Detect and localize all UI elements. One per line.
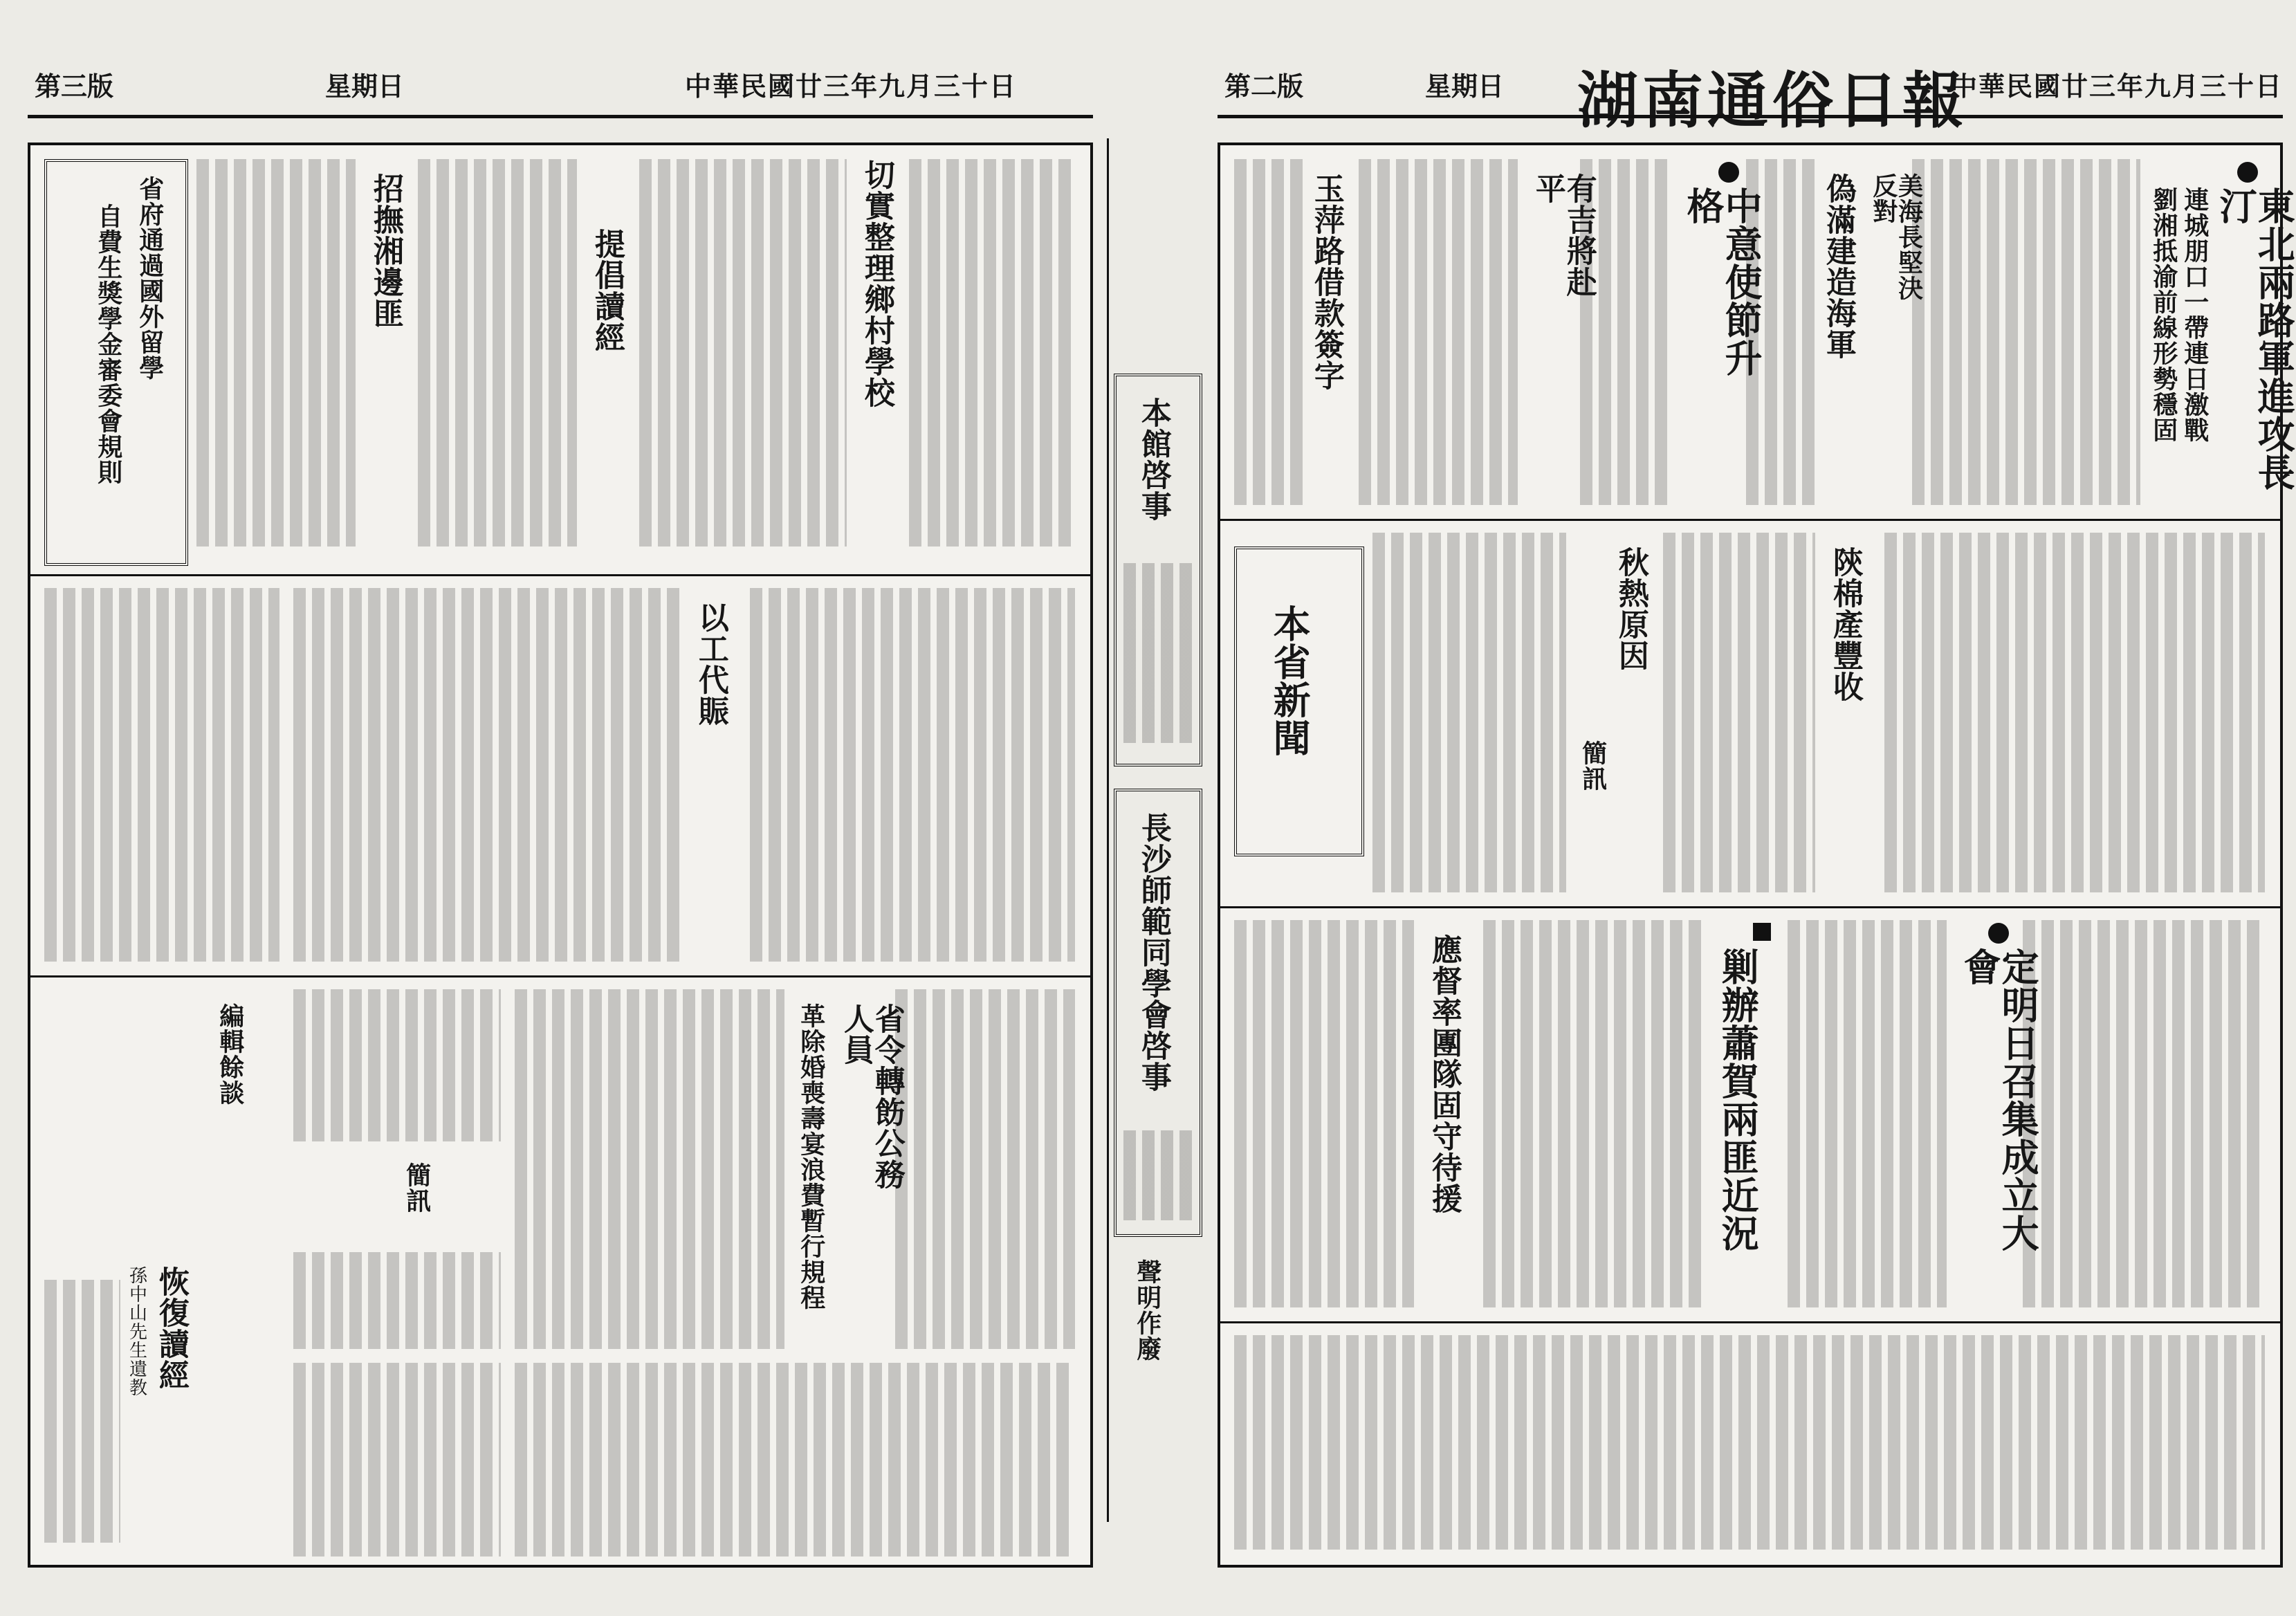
right-newspaper-page [1218,25,2296,1581]
article-body-text [293,1363,501,1557]
left-weekday-label: 星期日 [325,71,405,102]
right-page-header [1218,25,2284,136]
gutter-divider [1107,138,1109,1522]
article-body-text [1234,159,1303,505]
section-divider [30,574,1090,576]
article-body-text [1372,533,1566,892]
article-body-text [44,1280,120,1543]
article-body-text [1788,920,1947,1307]
article-headline: 陝棉產豐收 [1827,547,1863,702]
article-body-text [515,989,784,1349]
article-body-text [44,588,279,962]
section-label: 本省新聞 [1267,605,1312,757]
gutter-notice-box [1114,374,1202,766]
short-news-label: 簡訊 [1578,740,1608,791]
article-headline: 玉萍路借款簽字 [1308,173,1344,391]
article-headline: 省令轉飭公務人員 [838,1003,905,1190]
article-body-text [293,588,681,962]
article-body-text [418,159,577,547]
left-date-line: 中華民國廿三年九月三十日 [685,71,1018,102]
article-headline: 以工代賑 [692,602,728,726]
section-divider [30,975,1090,977]
notice-headline: 本館啓事 [1135,397,1171,522]
newspaper-masthead: 湖南通俗日報 [1577,64,1968,136]
article-subheadline: 劉湘抵渝前線形勢穩固 [2149,187,2178,443]
article-headline: 中意使節升格 [1681,187,1764,377]
article-headline: 應督率團隊固守待援 [1426,934,1462,1214]
right-page-sheet [1218,143,2296,1568]
article-headline: 提倡讀經 [589,228,625,353]
article-headline: 定明日召集成立大會 [1958,948,2041,1252]
article-subheadline: 自費生獎學金審委會規則 [93,203,123,485]
right-edition-label: 第二版 [1224,71,1304,102]
right-weekday-label: 星期日 [1425,71,1505,102]
notice-headline: 長沙師範同學會啓事 [1135,812,1171,1092]
right-header-rule [1218,115,2283,118]
article-subheadline: 偽滿建造海軍 [1820,173,1856,360]
article-headline: 恢復讀經 [153,1266,189,1390]
gutter-notice-box [1114,789,1202,1237]
bullet-marker [1718,162,1739,183]
article-body-text [1663,533,1815,892]
notice-headline: 聲明作廢 [1132,1259,1162,1361]
bullet-marker [2237,162,2258,183]
article-headline: 有吉將赴平 [1530,173,1597,297]
square-marker [1753,923,1771,941]
article-body-text [1912,159,2140,505]
article-body-text [293,1252,501,1349]
section-label-box [1234,547,1364,856]
article-headline: 切實整理鄉村學校 [858,159,894,408]
article-headline: 秋熱原因 [1613,547,1648,671]
article-body-text [639,159,847,547]
short-news-label: 簡訊 [402,1162,432,1213]
left-newspaper-page [28,25,1093,1581]
column-title: 編輯餘談 [215,1003,245,1105]
notice-box [44,159,188,566]
article-body-text [1234,1335,2265,1550]
left-page-header [28,25,1093,115]
left-edition-label: 第三版 [35,71,114,102]
right-date-line: 中華民國廿三年九月三十日 [1951,71,2284,102]
article-body-text [1234,920,1414,1307]
article-body-text [2023,920,2265,1307]
article-body-text [750,588,1075,962]
article-subheadline: 孫中山先生遺教 [126,1266,147,1397]
article-headline: 東北兩路軍進攻長汀 [2214,187,2296,491]
notice-body-text [1123,1130,1193,1220]
left-header-rule [28,115,1093,118]
article-headline: 省府通過國外留學 [135,176,165,380]
bullet-marker [1988,923,2009,944]
article-body-text [196,159,356,547]
article-body-text [293,989,501,1141]
article-subheadline: 革除婚喪壽宴浪費暫行規程 [796,1003,826,1310]
section-divider [1220,906,2280,908]
article-headline: 招撫湘邊匪 [367,173,403,329]
article-body-text [895,989,1075,1349]
article-body-text [1483,920,1705,1307]
article-headline: 剿辦蕭賀兩匪近況 [1716,948,1761,1252]
left-page-sheet [28,143,1093,1568]
article-subheadline: 連城朋口一帶連日激戰 [2180,187,2210,443]
section-divider [1220,519,2280,521]
article-body-text [515,1363,1075,1557]
article-headline: 美海長堅決反對 [1868,173,1924,301]
notice-body-text [1123,563,1193,743]
article-body-text [1884,533,2265,892]
article-body-text [909,159,1075,547]
section-divider [1220,1321,2280,1323]
article-body-text [1359,159,1518,505]
